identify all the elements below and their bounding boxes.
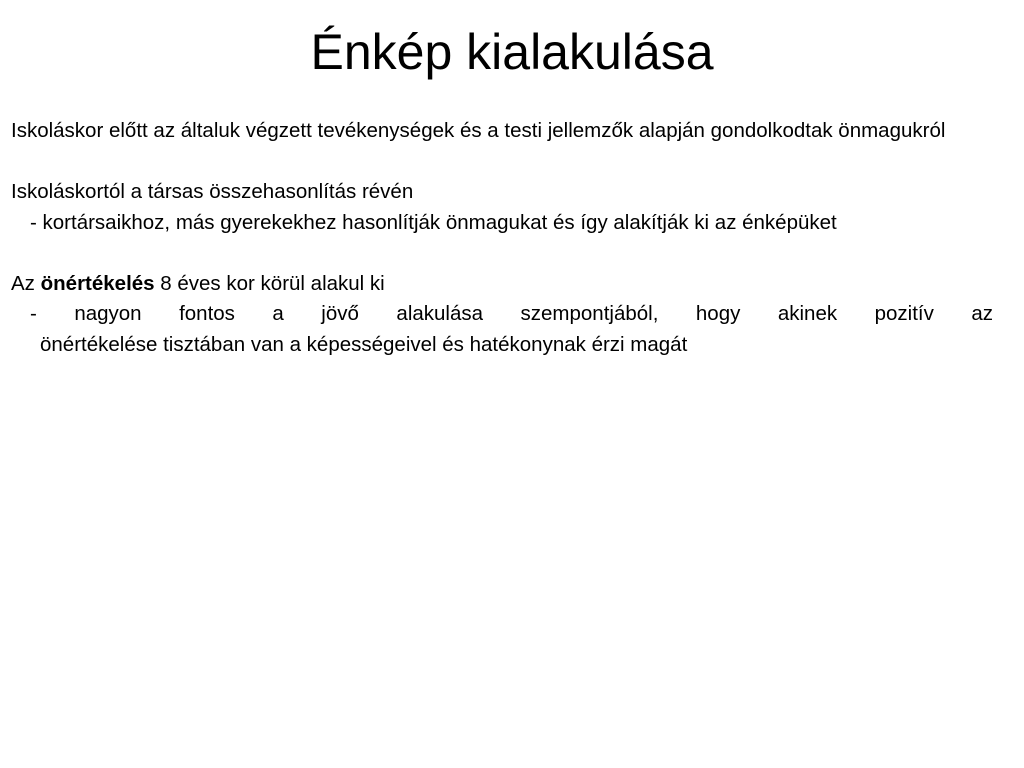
paragraph-self-esteem-item	[11, 299, 993, 360]
paragraph-school-age-heading: Iskoláskortól a társas összehasonlítás révén	[11, 180, 414, 203]
spacer	[11, 147, 993, 178]
slide-title: Énkép kialakulása	[310, 24, 714, 80]
self-esteem-prefix: Az	[11, 271, 41, 295]
self-esteem-term: önértékelés	[40, 271, 155, 295]
self-esteem-item-line2: önértékelése tisztában van a képességeivel és hatékonynak érzi magát	[40, 332, 688, 356]
paragraph-school-age-item: - kortársaikhoz, más gyerekekhez hasonlítják önmagukat és így alakítják ki az énképüket	[30, 210, 837, 234]
spacer	[11, 238, 993, 269]
paragraph-self-esteem-heading	[11, 269, 993, 300]
self-esteem-suffix: 8 éves kor körül alakul ki	[154, 271, 385, 295]
paragraph-preschool: Iskoláskor előtt az általuk végzett tevékenységek és a testi jellemzők alapján gondolkodtak önmagukról	[11, 119, 946, 142]
self-esteem-item-line1: - nagyon fontos a jövő alakulása szempontjából, hogy akinek pozitív az	[30, 302, 993, 325]
slide-body	[11, 116, 993, 360]
